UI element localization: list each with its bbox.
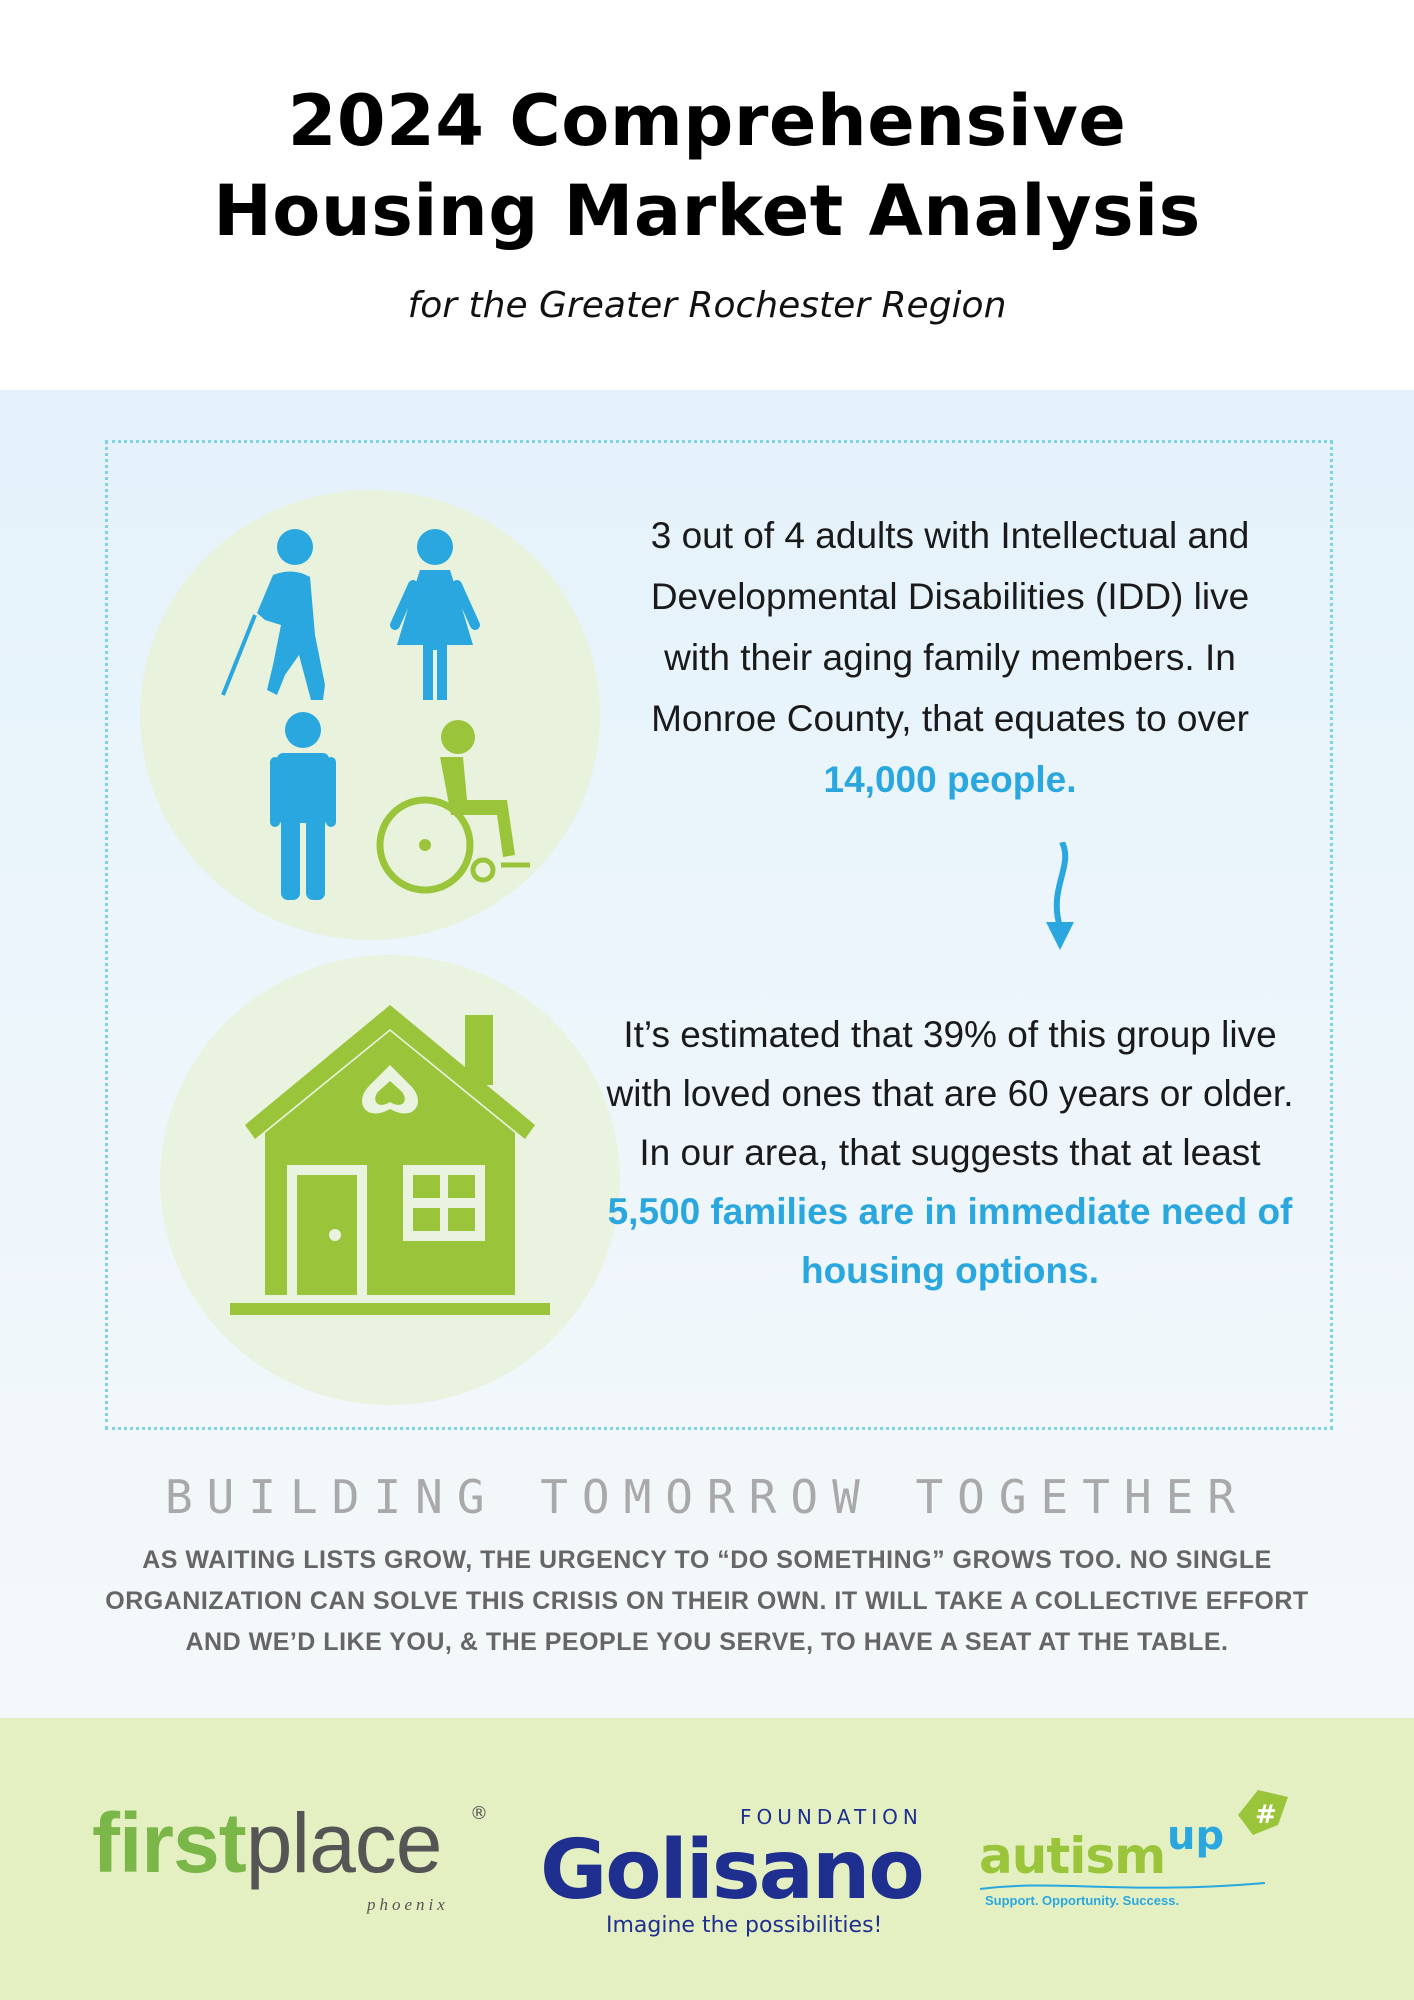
call-to-action-text: AS WAITING LISTS GROW, THE URGENCY TO “DO SOMETHING” GROWS TOO. NO SINGLE ORGANIZATION CAN SOLVE THIS CRISIS ON THEIR OWN. IT WILL TAKE A COLLECTIVE EFFORT AND WE’D LIKE YOU, & THE PEOPLE YOU SERVE, TO HAVE A SEAT AT THE TABLE. (105, 1546, 1309, 1656)
puzzle-burst-icon (1233, 1785, 1293, 1845)
autismup-autism: autism (979, 1827, 1166, 1885)
page-title-line-2: Housing Market Analysis (213, 170, 1201, 252)
header (0, 0, 1414, 390)
families-statistic-highlight: 5,500 families are in immediate need of housing options. (607, 1191, 1293, 1291)
page-title-line-1: 2024 Comprehensive (287, 80, 1127, 162)
woman-icon (395, 529, 475, 700)
autismup-tagline: Support. Opportunity. Success. (985, 1893, 1180, 1908)
autismup-up: up (1167, 1813, 1225, 1859)
idd-statistic-text (620, 505, 1280, 810)
firstplace-wordmark (92, 1795, 442, 1892)
golisano-foundation-label: FOUNDATION (740, 1805, 923, 1829)
house-with-heart-icon (225, 1005, 555, 1335)
people-icons-group (215, 525, 535, 905)
golisano-foundation-logo (540, 1805, 923, 1945)
firstplace-place: place (245, 1796, 442, 1890)
elderly-person-with-cane-icon (223, 529, 325, 700)
tagline: BUILDING TOMORROW TOGETHER (164, 1470, 1250, 1524)
curved-down-arrow-icon (1040, 842, 1080, 957)
firstplace-subtitle: phoenix (367, 1895, 449, 1914)
page-subtitle: for the Greater Rochester Region (407, 285, 1007, 326)
families-statistic-text (600, 1005, 1300, 1300)
golisano-wordmark: Golisano (540, 1823, 923, 1918)
man-icon (270, 712, 336, 900)
families-statistic-body: It’s estimated that 39% of this group live with loved ones that are 60 years or older. In our area, that suggests that at least (606, 1014, 1294, 1173)
svg-text:#: # (1255, 1800, 1277, 1830)
idd-statistic-highlight: 14,000 people. (823, 759, 1077, 800)
idd-statistic-body: 3 out of 4 adults with Intellectual and Developmental Disabilities (IDD) live with their aging family members. In Monroe County, that equates to over (650, 515, 1250, 739)
firstplace-logo (92, 1795, 512, 1935)
golisano-tagline: Imagine the possibilities! (606, 1913, 883, 1938)
autismup-logo (975, 1785, 1335, 1935)
wheelchair-user-icon (380, 720, 530, 890)
firstplace-first: first (92, 1796, 246, 1890)
registered-mark: ® (470, 1803, 488, 1824)
